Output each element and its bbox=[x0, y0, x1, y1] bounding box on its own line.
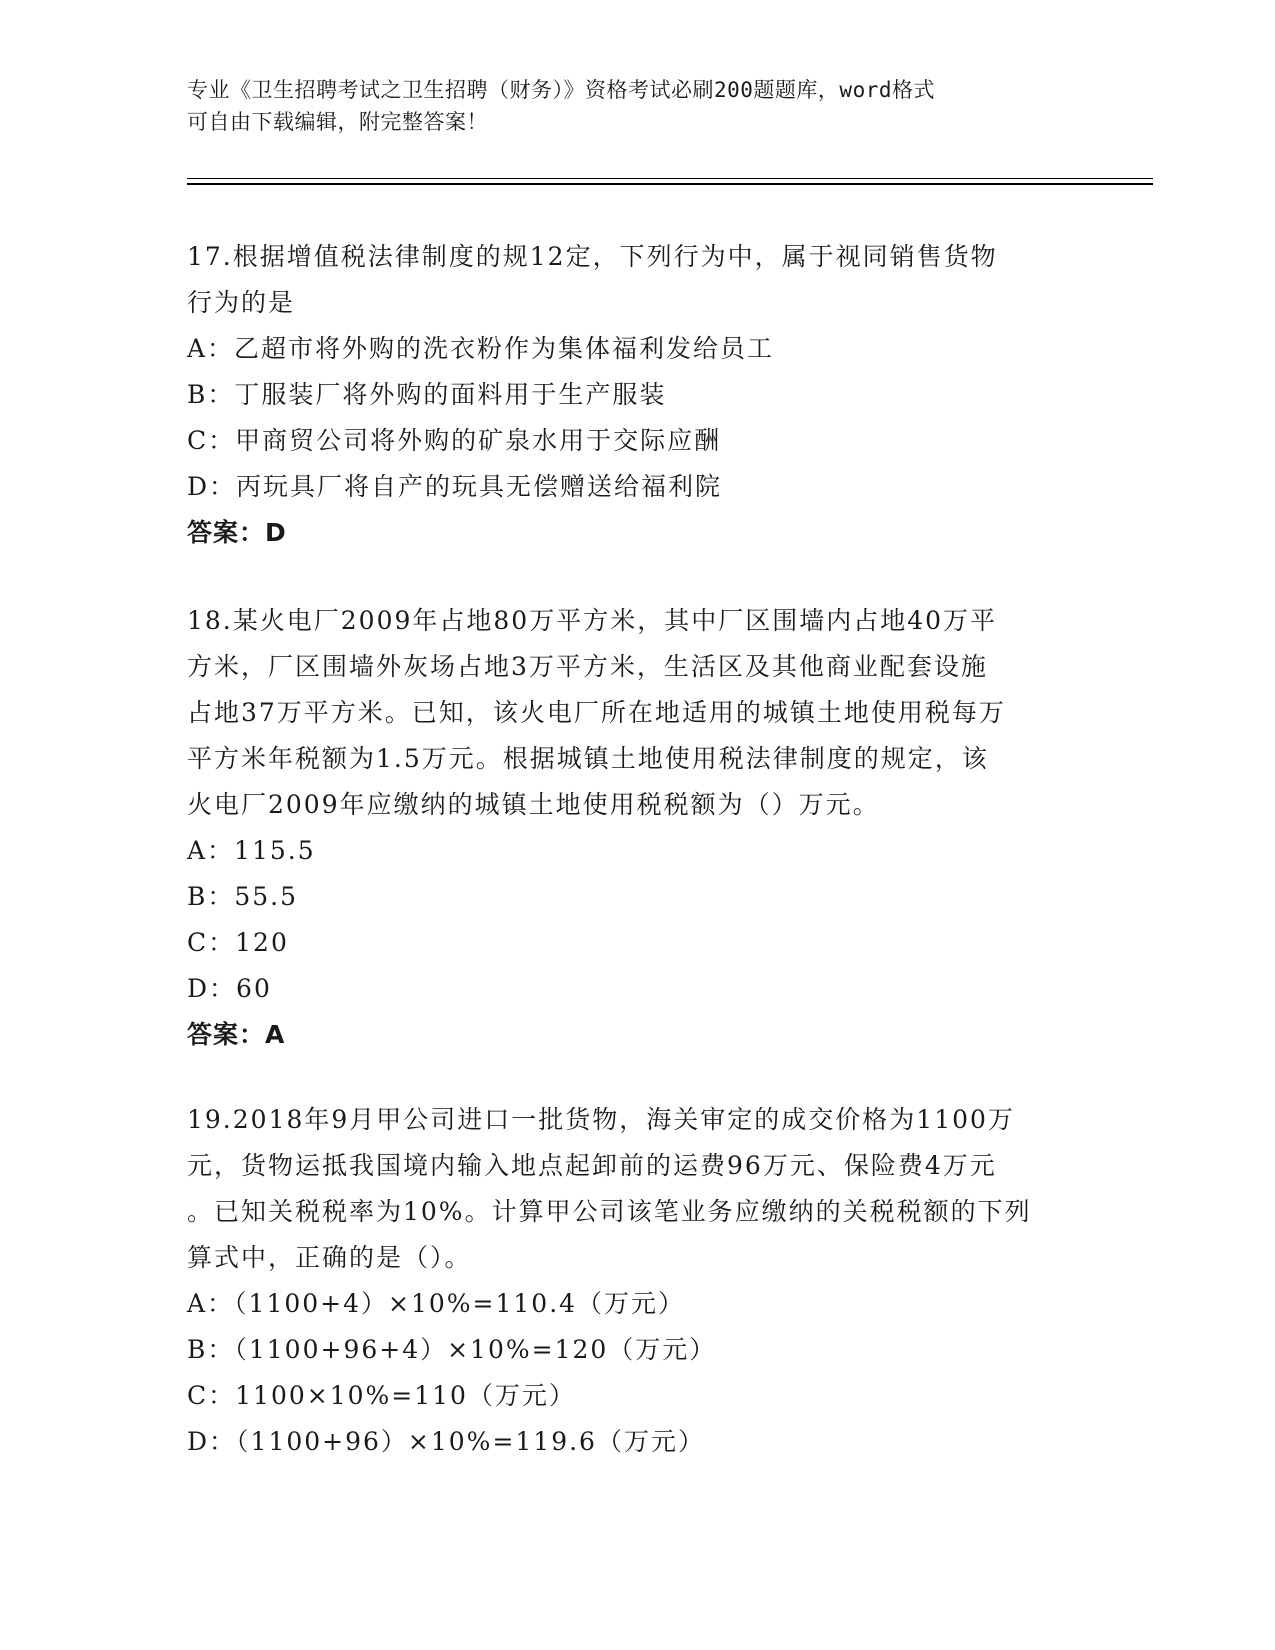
stem-line: 平方米年税额为1.5万元。根据城镇土地使用税法律制度的规定，该 bbox=[187, 744, 989, 773]
option-d: D：（1100+96）×10%=119.6（万元） bbox=[187, 1427, 705, 1456]
stem-line: 行为的是 bbox=[187, 288, 296, 317]
document-header bbox=[187, 74, 1067, 138]
question-17 bbox=[187, 234, 1067, 556]
question-stem bbox=[187, 1097, 1067, 1281]
stem-line: 19.2018年9月甲公司进口一批货物，海关审定的成交价格为1100万 bbox=[187, 1105, 1015, 1134]
option-b: B：（1100+96+4）×10%=120（万元） bbox=[187, 1335, 717, 1364]
question-stem bbox=[187, 234, 1067, 326]
stem-line: 算式中，正确的是（）。 bbox=[187, 1243, 472, 1272]
answer: 答案：D bbox=[187, 518, 287, 547]
option-c: C：1100×10%=110（万元） bbox=[187, 1381, 576, 1410]
option-d: D：丙玩具厂将自产的玩具无偿赠送给福利院 bbox=[187, 472, 723, 501]
question-18 bbox=[187, 598, 1067, 1058]
header-divider-thin bbox=[187, 178, 1153, 179]
header-divider-thick bbox=[187, 183, 1153, 185]
stem-line: 方米，厂区围墙外灰场占地3万平方米，生活区及其他商业配套设施 bbox=[187, 652, 988, 681]
option-b: B：丁服装厂将外购的面料用于生产服装 bbox=[187, 380, 667, 409]
stem-line: 17.根据增值税法律制度的规12定，下列行为中，属于视同销售货物 bbox=[187, 242, 998, 271]
option-a: A：（1100+4）×10%=110.4（万元） bbox=[187, 1289, 686, 1318]
option-a: A：115.5 bbox=[187, 836, 316, 865]
option-d: D：60 bbox=[187, 974, 272, 1003]
stem-line: 18.某火电厂2009年占地80万平方米，其中厂区围墙内占地40万平 bbox=[187, 606, 998, 635]
option-c: C：120 bbox=[187, 928, 289, 957]
option-b: B：55.5 bbox=[187, 882, 299, 911]
stem-line: 元，货物运抵我国境内输入地点起卸前的运费96万元、保险费4万元 bbox=[187, 1151, 997, 1180]
header-line-1: 专业《卫生招聘考试之卫生招聘（财务）》资格考试必刷200题题库，word格式 bbox=[187, 78, 935, 102]
option-a: A：乙超市将外购的洗衣粉作为集体福利发给员工 bbox=[187, 334, 775, 363]
stem-line: 火电厂2009年应缴纳的城镇土地使用税税额为（）万元。 bbox=[187, 790, 880, 819]
stem-line: 占地37万平方米。已知，该火电厂所在地适用的城镇土地使用税每万 bbox=[187, 698, 1006, 727]
answer: 答案：A bbox=[187, 1020, 286, 1049]
question-19 bbox=[187, 1097, 1067, 1465]
stem-line: 。已知关税税率为10%。计算甲公司该笔业务应缴纳的关税税额的下列 bbox=[187, 1197, 1032, 1226]
option-c: C：甲商贸公司将外购的矿泉水用于交际应酬 bbox=[187, 426, 722, 455]
question-stem bbox=[187, 598, 1067, 828]
header-line-2: 可自由下载编辑，附完整答案！ bbox=[187, 110, 488, 134]
